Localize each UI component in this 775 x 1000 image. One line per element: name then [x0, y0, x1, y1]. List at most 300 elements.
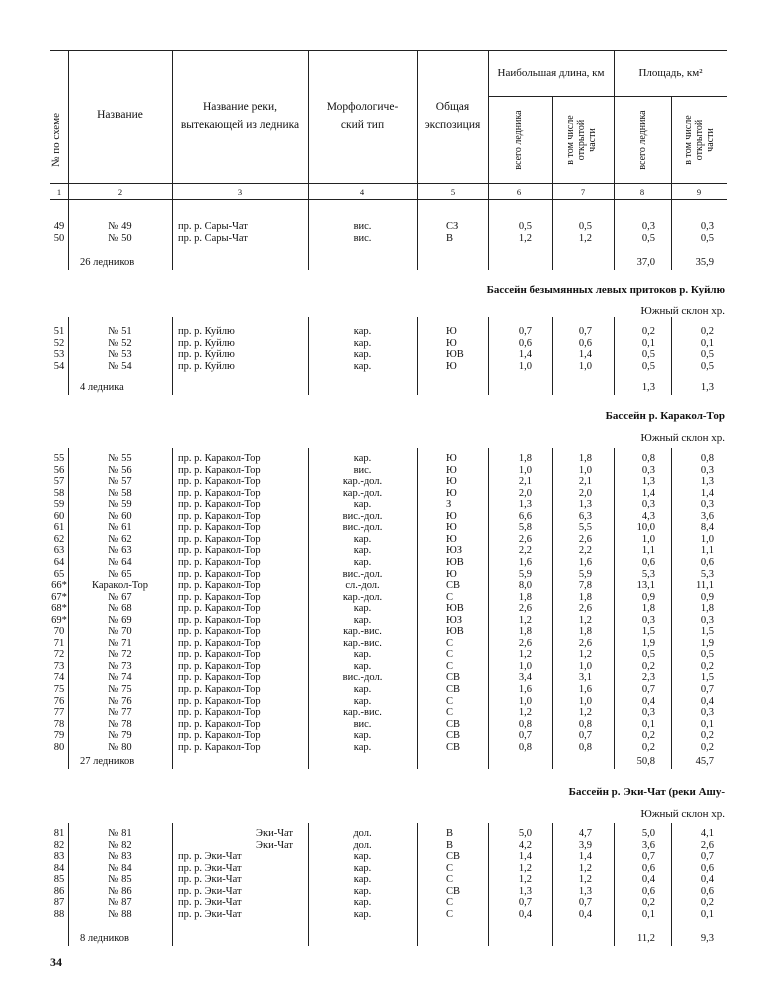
cell-morph-type: кар.: [353, 660, 372, 672]
cell-exposure: Ю: [446, 476, 457, 488]
cell-scheme-number: 72: [53, 649, 65, 661]
cell-area-total: 1,9: [641, 637, 655, 649]
table-row: [0, 743, 775, 754]
cell-length-total: 1,6: [518, 556, 532, 568]
cell-area-open: 0,3: [700, 221, 714, 232]
cell-area-total: 0,3: [641, 499, 655, 511]
header-area: Площадь, км²: [638, 67, 703, 79]
cell-morph-type: кар.-дол.: [342, 476, 383, 488]
cell-area-open: 0,4: [700, 695, 714, 707]
cell-scheme-number: 66*: [51, 580, 67, 592]
cell-scheme-number: 82: [53, 839, 65, 851]
cell-exposure: Ю: [446, 337, 457, 349]
cell-name: № 75: [108, 684, 132, 695]
cell-scheme-number: 84: [53, 862, 65, 874]
cell-area-total: 2,3: [641, 672, 655, 684]
cell-length-open: 1,4: [578, 349, 592, 361]
cell-exposure: С: [446, 637, 454, 649]
cell-scheme-number: 50: [53, 232, 65, 244]
cell-name: № 50: [108, 232, 132, 244]
table-row: [0, 616, 775, 627]
cell-length-total: 0,5: [518, 221, 532, 232]
table-row: [0, 673, 775, 684]
cell-name: № 82: [108, 839, 132, 851]
table-row: [0, 362, 775, 373]
cell-scheme-number: 83: [53, 851, 65, 863]
header-river: [172, 98, 308, 134]
cell-exposure: С: [446, 649, 454, 661]
cell-scheme-number: 60: [53, 510, 65, 522]
cell-area-total: 3,6: [641, 839, 655, 851]
cell-length-open: 0,4: [578, 908, 592, 920]
summary-area-total: 11,2: [637, 933, 655, 944]
cell-length-open: 0,7: [578, 326, 592, 337]
cell-name: № 78: [108, 718, 132, 730]
cell-length-open: 0,7: [578, 897, 592, 909]
table-row: [0, 581, 775, 592]
header-scheme-number: № по схеме: [50, 112, 62, 168]
cell-morph-type: дол.: [353, 828, 372, 839]
cell-exposure: ЮЗ: [446, 545, 463, 557]
table-row: [0, 570, 775, 581]
header-length-open-l2: открытой: [576, 119, 587, 161]
cell-area-total: 0,6: [641, 862, 655, 874]
table-row: [0, 650, 775, 661]
cell-area-total: 0,2: [641, 897, 655, 909]
table-row: [0, 477, 775, 488]
cell-name: № 72: [108, 649, 132, 661]
cell-river: пр. р. Куйлю: [178, 337, 235, 349]
cell-morph-type: вис.-дол.: [342, 672, 383, 684]
cell-length-total: 6,6: [518, 510, 532, 522]
cell-name: № 52: [108, 337, 132, 349]
cell-name: № 58: [108, 487, 132, 499]
cell-length-open: 6,3: [578, 510, 592, 522]
cell-scheme-number: 81: [53, 828, 65, 839]
cell-area-open: 4,1: [700, 828, 714, 839]
cell-exposure: СВ: [446, 580, 461, 592]
cell-exposure: Ю: [446, 522, 457, 534]
cell-length-total: 1,0: [518, 360, 532, 372]
cell-name: № 51: [108, 326, 132, 337]
basin-heading: Бассейн р. Каракол-Тор: [605, 410, 725, 422]
table-row: [0, 466, 775, 477]
cell-length-open: 0,8: [578, 718, 592, 730]
cell-river: пр. р. Каракол-Тор: [178, 522, 261, 534]
header-length-open-l1: в том числе: [565, 115, 576, 165]
table-row: [0, 731, 775, 742]
cell-river: пр. р. Каракол-Тор: [178, 684, 261, 695]
summary-area-total: 1,3: [641, 382, 655, 393]
cell-length-open: 1,6: [578, 556, 592, 568]
table-row: [0, 500, 775, 511]
cell-name: № 63: [108, 545, 132, 557]
header-length-total: всего ледника: [513, 110, 524, 170]
table-row: [0, 875, 775, 886]
table-row: [0, 535, 775, 546]
cell-length-open: 1,2: [578, 614, 592, 626]
table-row: [0, 327, 775, 338]
cell-river: пр. р. Каракол-Тор: [178, 672, 261, 684]
cell-area-total: 0,2: [641, 730, 655, 742]
cell-name: № 83: [108, 851, 132, 863]
cell-name: № 77: [108, 707, 132, 719]
cell-name: № 62: [108, 533, 132, 545]
table-row: [0, 604, 775, 615]
cell-morph-type: кар.: [353, 649, 372, 661]
cell-length-open: 1,0: [578, 695, 592, 707]
cell-morph-type: сл.-дол.: [345, 580, 380, 592]
cell-length-total: 4,2: [518, 839, 532, 851]
summary-glacier-count: 27 ледников: [80, 756, 135, 767]
cell-exposure: Ю: [446, 510, 457, 522]
column-number: 2: [117, 187, 123, 197]
cell-scheme-number: 74: [53, 672, 65, 684]
cell-length-open: 2,0: [578, 487, 592, 499]
cell-length-open: 1,0: [578, 360, 592, 372]
cell-name: Каракол-Тор: [92, 580, 148, 592]
table-row: [0, 350, 775, 361]
cell-exposure: Ю: [446, 360, 457, 372]
cell-area-open: 0,8: [700, 453, 714, 464]
cell-name: № 84: [108, 862, 132, 874]
cell-length-total: 1,0: [518, 464, 532, 476]
cell-length-total: 1,4: [518, 851, 532, 863]
cell-scheme-number: 53: [53, 349, 65, 361]
cell-river: пр. р. Каракол-Тор: [178, 464, 261, 476]
group-divider-rule: [488, 96, 727, 97]
cell-length-total: 0,4: [518, 908, 532, 920]
cell-area-total: 0,5: [641, 349, 655, 361]
column-number: 6: [516, 187, 522, 197]
cell-river: пр. р. Эки-Чат: [178, 874, 242, 886]
cell-river: пр. р. Каракол-Тор: [178, 453, 261, 464]
cell-name: № 80: [108, 741, 132, 753]
cell-name: № 54: [108, 360, 132, 372]
cell-morph-type: кар.: [353, 695, 372, 707]
cell-length-open: 7,8: [578, 580, 592, 592]
cell-length-total: 1,3: [518, 499, 532, 511]
cell-river: пр. р. Каракол-Тор: [178, 649, 261, 661]
header-col-line: [552, 96, 553, 199]
cell-length-total: 1,0: [518, 660, 532, 672]
column-number: 5: [450, 187, 456, 197]
table-row: [0, 708, 775, 719]
table-row: [0, 829, 775, 840]
summary-area-open: 1,3: [700, 382, 714, 393]
basin-heading: Бассейн безымянных левых притоков р. Куйлю: [486, 284, 725, 296]
colnum-bottom-rule: [50, 199, 727, 200]
cell-area-open: 0,1: [700, 337, 714, 349]
cell-exposure: СЗ: [446, 221, 459, 232]
cell-area-open: 1,1: [700, 545, 714, 557]
cell-area-open: 0,2: [700, 326, 714, 337]
cell-area-total: 5,0: [641, 828, 655, 839]
cell-scheme-number: 69*: [51, 614, 67, 626]
cell-exposure: С: [446, 660, 454, 672]
cell-length-total: 1,2: [518, 874, 532, 886]
cell-length-open: 1,2: [578, 649, 592, 661]
header-river-line2: вытекающей из ледника: [180, 119, 300, 131]
cell-name: № 49: [108, 221, 132, 232]
cell-length-open: 3,1: [578, 672, 592, 684]
table-row: [0, 523, 775, 534]
cell-length-total: 1,2: [518, 614, 532, 626]
cell-length-total: 0,7: [518, 326, 532, 337]
header-area-open-l2: открытой: [694, 119, 705, 161]
cell-name: № 65: [108, 568, 132, 580]
header-col-line: [671, 96, 672, 199]
cell-area-open: 3,6: [700, 510, 714, 522]
cell-morph-type: кар.: [353, 453, 372, 464]
cell-length-total: 0,7: [518, 730, 532, 742]
cell-length-open: 5,5: [578, 522, 592, 534]
cell-scheme-number: 70: [53, 626, 65, 638]
cell-scheme-number: 77: [53, 707, 65, 719]
cell-morph-type: кар.: [353, 874, 372, 886]
cell-length-total: 0,8: [518, 741, 532, 753]
cell-exposure: Ю: [446, 533, 457, 545]
basin-heading: Бассейн р. Эки-Чат (реки Ашу-: [568, 786, 725, 798]
cell-area-open: 0,7: [700, 851, 714, 863]
cell-length-open: 1,6: [578, 684, 592, 695]
cell-area-total: 1,3: [641, 476, 655, 488]
cell-area-total: 0,5: [641, 360, 655, 372]
cell-area-open: 8,4: [700, 522, 714, 534]
cell-exposure: Ю: [446, 453, 457, 464]
cell-exposure: СВ: [446, 672, 461, 684]
header-exposure-line2: экспозиция: [424, 119, 481, 131]
slope-heading: Южный склон хр.: [640, 305, 725, 317]
cell-river: пр. р. Каракол-Тор: [178, 741, 261, 753]
cell-area-total: 5,3: [641, 568, 655, 580]
cell-area-total: 4,3: [641, 510, 655, 522]
cell-morph-type: кар.: [353, 533, 372, 545]
summary-glacier-count: 4 ледника: [80, 382, 124, 393]
cell-river: пр. р. Куйлю: [178, 349, 235, 361]
cell-area-total: 0,1: [641, 718, 655, 730]
cell-length-total: 0,8: [518, 718, 532, 730]
cell-area-open: 0,2: [700, 897, 714, 909]
cell-area-open: 0,7: [700, 684, 714, 695]
table-row: [0, 454, 775, 465]
cell-name: № 87: [108, 897, 132, 909]
cell-river: пр. р. Каракол-Тор: [178, 695, 261, 707]
cell-river: пр. р. Каракол-Тор: [178, 626, 261, 638]
cell-morph-type: кар.: [353, 908, 372, 920]
cell-length-total: 0,7: [518, 897, 532, 909]
cell-length-open: 3,9: [578, 839, 592, 851]
slope-heading: Южный склон хр.: [640, 808, 725, 820]
cell-exposure: С: [446, 591, 454, 603]
cell-length-open: 2,1: [578, 476, 592, 488]
cell-name: № 70: [108, 626, 132, 638]
cell-name: № 69: [108, 614, 132, 626]
cell-length-open: 5,9: [578, 568, 592, 580]
cell-scheme-number: 78: [53, 718, 65, 730]
cell-name: № 79: [108, 730, 132, 742]
cell-area-open: 0,2: [700, 730, 714, 742]
cell-area-total: 0,4: [641, 874, 655, 886]
table-row: [0, 593, 775, 604]
cell-name: № 71: [108, 637, 132, 649]
cell-scheme-number: 85: [53, 874, 65, 886]
table-row: [0, 697, 775, 708]
cell-name: № 86: [108, 885, 132, 897]
table-row: [0, 887, 775, 898]
cell-river: пр. р. Каракол-Тор: [178, 660, 261, 672]
cell-exposure: Ю: [446, 568, 457, 580]
cell-exposure: Ю: [446, 326, 457, 337]
cell-morph-type: кар.: [353, 741, 372, 753]
cell-length-open: 1,3: [578, 499, 592, 511]
cell-river: пр. р. Каракол-Тор: [178, 614, 261, 626]
cell-area-open: 0,3: [700, 464, 714, 476]
cell-length-open: 0,5: [578, 221, 592, 232]
cell-exposure: Ю: [446, 487, 457, 499]
header-morph-line2: ский тип: [340, 119, 385, 131]
cell-name: № 68: [108, 603, 132, 615]
cell-scheme-number: 51: [53, 326, 65, 337]
column-number: 3: [237, 187, 243, 197]
cell-river: Эки-Чат: [256, 828, 293, 839]
table-row: [0, 841, 775, 852]
cell-exposure: В: [446, 232, 454, 244]
cell-scheme-number: 55: [53, 453, 65, 464]
cell-morph-type: кар.: [353, 337, 372, 349]
cell-river: пр. р. Каракол-Тор: [178, 510, 261, 522]
cell-area-total: 1,1: [641, 545, 655, 557]
cell-length-total: 8,0: [518, 580, 532, 592]
cell-area-open: 0,3: [700, 614, 714, 626]
cell-area-total: 0,3: [641, 464, 655, 476]
cell-river: пр. р. Каракол-Тор: [178, 730, 261, 742]
cell-exposure: С: [446, 695, 454, 707]
cell-name: № 57: [108, 476, 132, 488]
cell-name: № 64: [108, 556, 132, 568]
cell-exposure: СВ: [446, 718, 461, 730]
cell-exposure: СВ: [446, 684, 461, 695]
header-river-line1: Название реки,: [202, 101, 278, 113]
cell-area-total: 1,8: [641, 603, 655, 615]
header-exposure-line1: Общая: [435, 101, 470, 113]
cell-exposure: СВ: [446, 851, 461, 863]
cell-area-total: 0,3: [641, 707, 655, 719]
cell-exposure: С: [446, 862, 454, 874]
cell-scheme-number: 65: [53, 568, 65, 580]
cell-morph-type: кар.: [353, 349, 372, 361]
header-area-open-l3: части: [705, 128, 716, 152]
cell-scheme-number: 57: [53, 476, 65, 488]
cell-area-open: 0,3: [700, 499, 714, 511]
cell-exposure: З: [446, 499, 452, 511]
cell-scheme-number: 61: [53, 522, 65, 534]
cell-area-total: 0,9: [641, 591, 655, 603]
cell-exposure: Ю: [446, 464, 457, 476]
cell-scheme-number: 67*: [51, 591, 67, 603]
cell-exposure: В: [446, 839, 454, 851]
cell-river: пр. р. Эки-Чат: [178, 862, 242, 874]
cell-river: пр. р. Каракол-Тор: [178, 637, 261, 649]
page-number: 34: [50, 955, 62, 969]
cell-length-total: 2,2: [518, 545, 532, 557]
cell-morph-type: кар.: [353, 862, 372, 874]
table-row: [0, 852, 775, 863]
cell-length-open: 1,0: [578, 660, 592, 672]
cell-area-total: 10,0: [636, 522, 655, 534]
cell-morph-type: кар.-дол.: [342, 591, 383, 603]
cell-length-total: 1,8: [518, 591, 532, 603]
table-row: [0, 639, 775, 650]
cell-area-total: 0,5: [641, 649, 655, 661]
table-row: [0, 898, 775, 909]
cell-river: пр. р. Каракол-Тор: [178, 545, 261, 557]
cell-area-total: 0,7: [641, 684, 655, 695]
summary-area-open: 9,3: [700, 933, 714, 944]
header-length-open-l3: части: [587, 128, 598, 152]
cell-length-total: 5,9: [518, 568, 532, 580]
cell-area-total: 0,1: [641, 908, 655, 920]
cell-morph-type: кар.: [353, 360, 372, 372]
cell-scheme-number: 63: [53, 545, 65, 557]
cell-morph-type: вис.: [353, 232, 372, 244]
column-number: 4: [359, 187, 365, 197]
cell-exposure: ЮВ: [446, 626, 464, 638]
cell-morph-type: кар.: [353, 556, 372, 568]
cell-river: пр. р. Куйлю: [178, 360, 235, 372]
cell-exposure: ЮВ: [446, 349, 464, 361]
cell-morph-type: кар.: [353, 499, 372, 511]
cell-morph-type: кар.: [353, 851, 372, 863]
cell-morph-type: кар.-дол.: [342, 487, 383, 499]
cell-length-open: 0,6: [578, 337, 592, 349]
header-area-open: [683, 102, 716, 178]
cell-morph-type: кар.: [353, 326, 372, 337]
cell-area-total: 0,2: [641, 741, 655, 753]
cell-area-total: 1,4: [641, 487, 655, 499]
header-length-open: [565, 102, 598, 178]
cell-length-open: 1,8: [578, 591, 592, 603]
cell-scheme-number: 52: [53, 337, 65, 349]
cell-area-open: 0,1: [700, 718, 714, 730]
cell-length-open: 1,0: [578, 464, 592, 476]
table-row: [0, 685, 775, 696]
cell-scheme-number: 75: [53, 684, 65, 695]
cell-scheme-number: 68*: [51, 603, 67, 615]
cell-scheme-number: 56: [53, 464, 65, 476]
cell-area-open: 1,5: [700, 672, 714, 684]
cell-area-total: 1,5: [641, 626, 655, 638]
cell-exposure: В: [446, 828, 454, 839]
cell-length-total: 3,4: [518, 672, 532, 684]
cell-morph-type: кар.: [353, 897, 372, 909]
cell-river: пр. р. Каракол-Тор: [178, 476, 261, 488]
cell-area-open: 0,2: [700, 741, 714, 753]
cell-length-total: 5,8: [518, 522, 532, 534]
cell-morph-type: кар.: [353, 885, 372, 897]
cell-area-total: 0,8: [641, 453, 655, 464]
summary-area-total: 37,0: [636, 257, 655, 268]
cell-length-open: 2,6: [578, 637, 592, 649]
cell-river: пр. р. Куйлю: [178, 326, 235, 337]
cell-morph-type: вис.-дол.: [342, 568, 383, 580]
cell-exposure: С: [446, 874, 454, 886]
cell-scheme-number: 49: [53, 221, 65, 232]
cell-area-open: 2,6: [700, 839, 714, 851]
table-row: [0, 627, 775, 638]
cell-length-open: 1,3: [578, 885, 592, 897]
cell-area-open: 1,8: [700, 603, 714, 615]
